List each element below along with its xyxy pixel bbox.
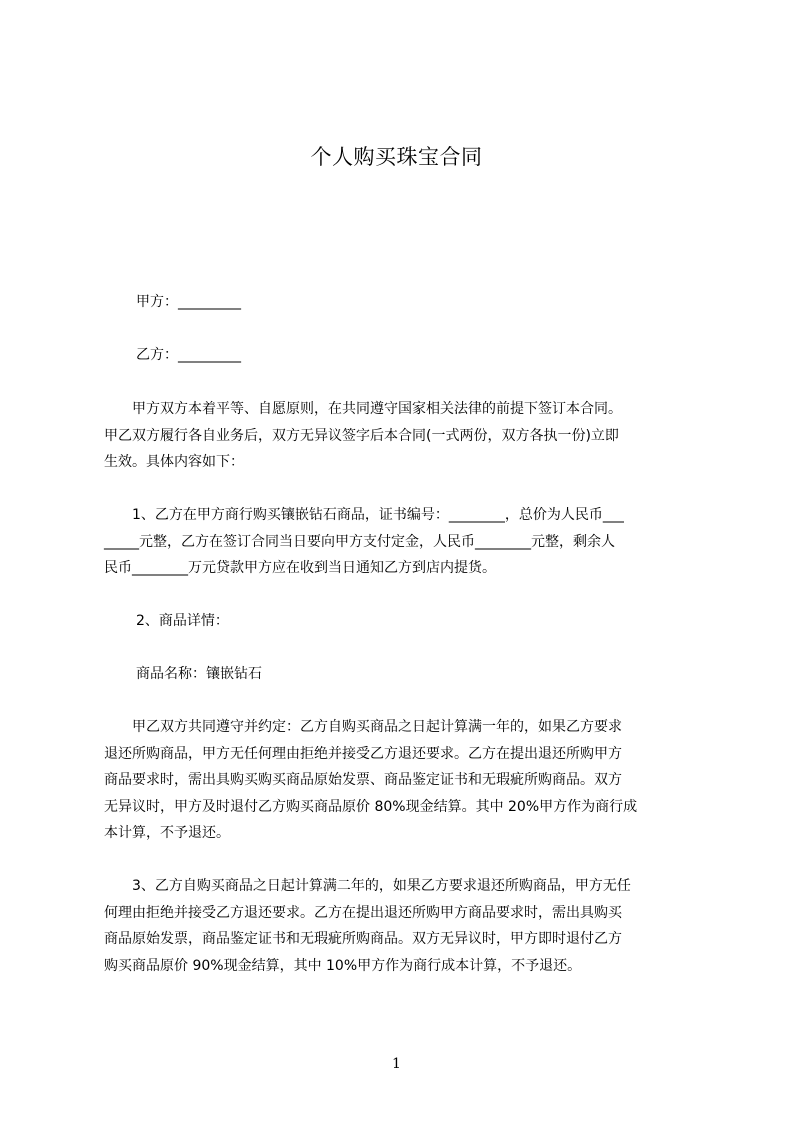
agreement-line-5: 本计算，不予退还。	[104, 825, 230, 841]
clause-3-line-2: 何理由拒绝并接受乙方退还要求。乙方在提出退还所购甲方商品要求时，需出具购买	[104, 904, 622, 921]
agreement-line-1: 甲乙双方共同遵守并约定：乙方自购买商品之日起计算满一年的，如果乙方要求	[104, 719, 622, 735]
page-number: 1	[392, 1056, 401, 1072]
clause-3-line-3: 商品原始发票，商品鉴定证书和无瑕疵所购商品。双方无异议时，甲方即时退付乙方	[104, 931, 622, 947]
intro-line-3: 生效。具体内容如下：	[104, 454, 244, 470]
agreement-line-4: 无异议时，甲方及时退付乙方购买商品原价 80%现金结算。其中 20%甲方作为商行成	[104, 798, 638, 815]
document-title: 个人购买珠宝合同	[310, 145, 483, 169]
intro-line-2: 甲乙双方履行各自业务后，双方无异议签字后本合同(一式两份，双方各执一份)立即	[104, 427, 619, 444]
intro-line-1: 甲方双方本着平等、自愿原则，在共同遵守国家相关法律的前提下签订本合同。	[104, 401, 622, 417]
party-b-line: 乙方：_________	[136, 347, 241, 363]
clause-1-line-1: 1、乙方在甲方商行购买镶嵌钻石商品，证书编号：________，总价为人民币___	[104, 507, 624, 523]
clause-3-paragraph	[104, 873, 704, 979]
clause-1-line-2: _____元整，乙方在签订合同当日要向甲方支付定金，人民币________元整，剩余人	[104, 533, 615, 550]
clause-1-paragraph	[104, 502, 704, 582]
agreement-paragraph	[104, 714, 704, 847]
clause-3-line-4: 购买商品原价 90%现金结算，其中 10%甲方作为商行成本计算，不予退还。	[104, 957, 582, 974]
product-name-line: 商品名称：镶嵌钻石	[136, 666, 262, 682]
clause-1-line-3: 民币________万元贷款甲方应在收到当日通知乙方到店内提货。	[104, 560, 496, 576]
intro-paragraph	[104, 396, 704, 476]
agreement-line-2: 退还所购商品，甲方无任何理由拒绝并接受乙方退还要求。乙方在提出退还所购甲方	[104, 745, 622, 762]
clause-3-line-1: 3、乙方自购买商品之日起计算满二年的，如果乙方要求退还所购商品，甲方无任	[104, 878, 631, 894]
clause-2-heading: 2、商品详情：	[136, 613, 229, 629]
agreement-line-3: 商品要求时，需出具购买购买商品原始发票、商品鉴定证书和无瑕疵所购商品。双方	[104, 772, 622, 788]
party-a-line: 甲方：_________	[136, 294, 241, 310]
